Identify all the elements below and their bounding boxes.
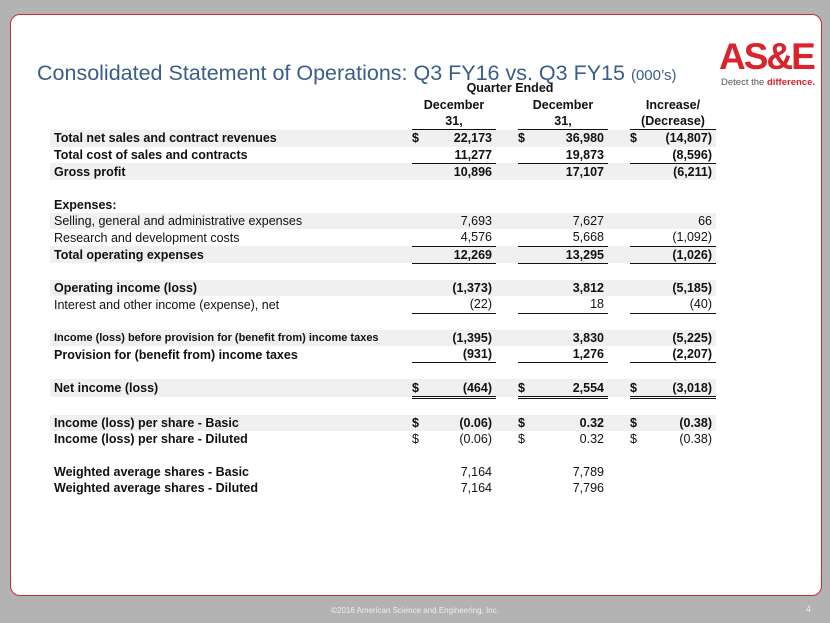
value-change: (1,092) xyxy=(644,229,716,246)
value-change: (8,596) xyxy=(644,147,716,164)
dollar-sign: $ xyxy=(630,130,644,147)
value-q3fy16: 10,896 xyxy=(426,163,496,180)
value-change: 66 xyxy=(644,213,716,229)
table-row xyxy=(50,130,716,147)
value-change: (40) xyxy=(644,296,716,313)
row-label: Interest and other income (expense), net xyxy=(54,297,280,312)
value-q3fy16: (0.06) xyxy=(459,432,492,447)
value-q3fy15: 1,276 xyxy=(532,346,608,363)
logo-tagline xyxy=(721,77,815,88)
value-q3fy16: 7,164 xyxy=(460,464,492,479)
row-label: Provision for (benefit from) income taxes xyxy=(54,347,298,362)
table-row xyxy=(50,464,716,480)
header-col1-line2: 31, xyxy=(412,113,496,130)
value-change: (5,185) xyxy=(644,280,716,296)
table-row xyxy=(50,346,716,363)
dollar-sign: $ xyxy=(412,415,426,431)
row-label: Weighted average shares - Diluted xyxy=(54,481,258,496)
value-q3fy16: 22,173 xyxy=(426,130,496,147)
value-q3fy16: 12,269 xyxy=(426,246,496,263)
value-q3fy15: 19,873 xyxy=(532,147,608,164)
row-label: Total net sales and contract revenues xyxy=(50,130,412,147)
table-row xyxy=(50,480,716,496)
value-q3fy15: 7,627 xyxy=(532,213,608,229)
title-unit: (000’s) xyxy=(630,67,677,84)
value-q3fy16: 4,576 xyxy=(426,229,496,246)
dollar-sign: $ xyxy=(412,379,426,397)
section-label-expenses: Expenses: xyxy=(54,197,117,212)
value-q3fy16: (1,395) xyxy=(426,330,496,346)
dollar-sign: $ xyxy=(518,379,532,397)
value-q3fy15: 36,980 xyxy=(532,130,608,147)
value-q3fy16: 7,693 xyxy=(426,213,496,229)
dollar-sign: $ xyxy=(630,379,644,397)
value-change: (1,026) xyxy=(644,246,716,263)
table-row xyxy=(50,213,716,229)
row-label: Total operating expenses xyxy=(50,246,412,263)
value-q3fy15: 17,107 xyxy=(532,163,608,180)
value-q3fy16: (22) xyxy=(426,296,496,313)
value-q3fy16: (931) xyxy=(426,346,496,363)
row-label: Gross profit xyxy=(50,163,412,180)
table-row xyxy=(50,246,716,263)
value-q3fy15: 5,668 xyxy=(532,229,608,246)
row-label: Selling, general and administrative expenses xyxy=(50,213,412,229)
header-col3-line2: (Decrease) xyxy=(630,113,716,130)
row-label: Research and development costs xyxy=(54,230,240,245)
value-q3fy15: 18 xyxy=(532,296,608,313)
value-q3fy15: 0.32 xyxy=(579,432,604,447)
row-label: Income (loss) before provision for (benefit from) income taxes xyxy=(50,330,412,346)
value-change: (5,225) xyxy=(644,330,716,346)
dollar-sign: $ xyxy=(518,415,532,431)
value-q3fy15: 3,812 xyxy=(532,280,608,296)
table-row xyxy=(50,379,716,397)
table-row xyxy=(50,431,716,447)
value-change: (6,211) xyxy=(644,163,716,180)
tagline-accent: difference. xyxy=(766,77,815,88)
value-q3fy15: 7,789 xyxy=(572,464,604,479)
header-quarter-ended: Quarter Ended xyxy=(466,81,554,96)
value-change: (0.38) xyxy=(644,415,716,431)
row-label: Total cost of sales and contracts xyxy=(54,148,248,162)
dollar-sign: $ xyxy=(518,432,525,447)
row-label: Operating income (loss) xyxy=(50,280,412,296)
table-row xyxy=(50,330,716,346)
dollar-sign: $ xyxy=(630,432,637,447)
value-q3fy16: (464) xyxy=(426,379,496,397)
row-label: Income (loss) per share - Diluted xyxy=(54,432,248,447)
page-number: 4 xyxy=(806,604,812,614)
header-row-group xyxy=(50,80,716,96)
value-q3fy15: 2,554 xyxy=(532,379,608,397)
value-q3fy15: 13,295 xyxy=(532,246,608,263)
value-q3fy16: 7,164 xyxy=(460,481,492,496)
tagline-prefix: Detect the xyxy=(721,77,767,88)
table-row xyxy=(50,147,716,164)
header-col2-line1: December xyxy=(532,97,594,112)
financial-table xyxy=(50,80,716,496)
value-change: (14,807) xyxy=(644,130,716,147)
title-text: Consolidated Statement of Operations: Q3 FY16 vs. Q3 FY15 xyxy=(37,61,625,85)
header-col3-line1: Increase/ xyxy=(645,97,701,112)
value-change: (2,207) xyxy=(644,346,716,363)
table-row xyxy=(50,229,716,246)
header-col2-line2: 31, xyxy=(518,113,608,130)
value-change: (0.38) xyxy=(679,432,712,447)
header-col1-line1: December xyxy=(423,97,485,112)
copyright-footer: ©2016 American Science and Engineering, Inc. xyxy=(331,606,499,615)
table-row xyxy=(50,296,716,313)
value-q3fy15: 0.32 xyxy=(532,415,608,431)
row-label: Net income (loss) xyxy=(50,379,412,397)
value-q3fy16: (0.06) xyxy=(426,415,496,431)
value-q3fy15: 3,830 xyxy=(532,330,608,346)
table-row xyxy=(50,196,716,212)
value-q3fy15: 7,796 xyxy=(572,481,604,496)
company-logo xyxy=(719,36,815,107)
dollar-sign: $ xyxy=(412,432,419,447)
value-q3fy16: (1,373) xyxy=(426,280,496,296)
header-row-1 xyxy=(50,96,716,112)
dollar-sign: $ xyxy=(518,130,532,147)
dollar-sign: $ xyxy=(630,415,644,431)
table-row xyxy=(50,163,716,180)
logo-mark: AS&E xyxy=(719,36,814,77)
header-row-2 xyxy=(50,113,716,130)
table-row xyxy=(50,415,716,431)
row-label: Income (loss) per share - Basic xyxy=(50,415,412,431)
dollar-sign: $ xyxy=(412,130,426,147)
value-q3fy16: 11,277 xyxy=(426,147,496,164)
value-change: (3,018) xyxy=(644,379,716,397)
row-label: Weighted average shares - Basic xyxy=(54,464,249,479)
table-row xyxy=(50,280,716,296)
